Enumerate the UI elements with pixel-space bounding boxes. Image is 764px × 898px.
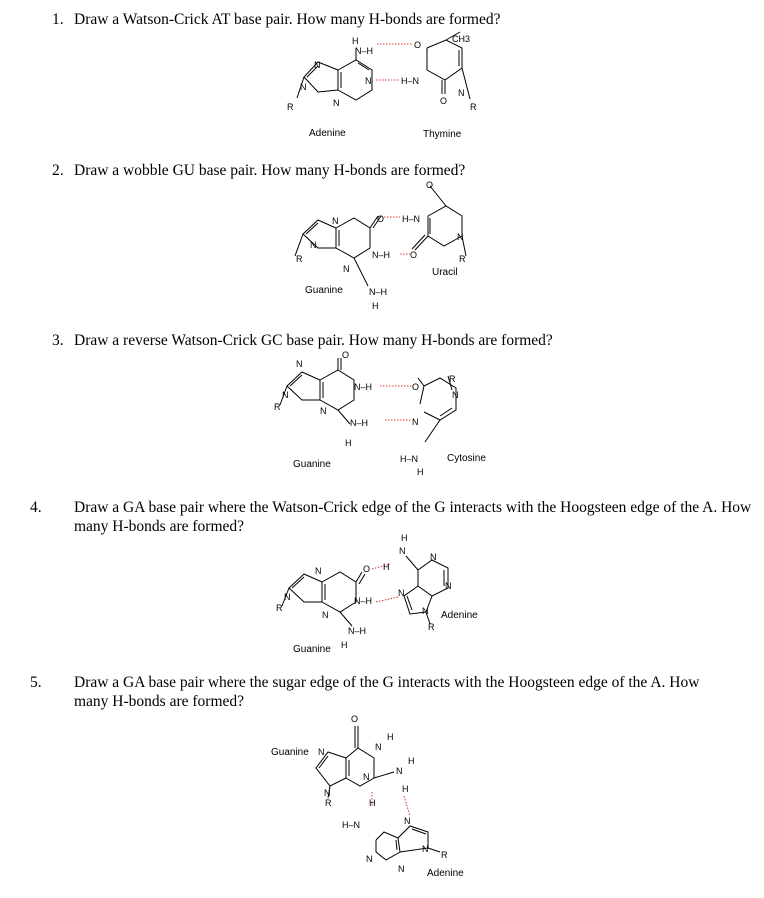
fig4-atom-h-bond: H (383, 562, 390, 572)
fig1-atom-r-right: R (470, 102, 477, 112)
fig3-atom-n3: N (320, 406, 327, 416)
fig2-atom-hn: H–N (402, 214, 421, 224)
fig5-atom-n1: N (375, 742, 382, 752)
fig4-atom-n9a: N (422, 606, 429, 616)
fig5-atom-n2: N (396, 766, 403, 776)
fig5-atom-n7a: N (404, 816, 411, 826)
fig4-atom-nh: N–H (354, 596, 373, 606)
fig4-atom-n6: N (399, 546, 406, 556)
fig5-atom-n7: N (318, 747, 325, 757)
fig5-adenine-label: Adenine (427, 868, 464, 879)
fig5-atom-n1a: N (366, 854, 373, 864)
fig4-atom-n3a: N (445, 581, 452, 591)
fig1-atom-hn: H–N (401, 76, 420, 86)
fig1-atom-h1: H (352, 36, 359, 46)
fig5-guanine-label: Guanine (271, 747, 309, 758)
fig5-atom-r: R (325, 798, 332, 808)
fig3-atom-nh: N–H (354, 382, 373, 392)
fig5-atom-h2: H (408, 756, 415, 766)
fig1-atom-n-right: N (458, 88, 465, 98)
fig4-atom-o6: O (363, 564, 371, 574)
fig2-atom-o2: O (410, 250, 418, 260)
fig4-adenine-label: Adenine (441, 610, 478, 621)
fig3-hbonds (380, 386, 412, 420)
fig5-atom-o6: O (351, 714, 359, 724)
fig1-adenine-label: Adenine (309, 128, 346, 139)
fig5-atom-h3: H (402, 784, 409, 794)
fig5-atom-n9: N (324, 788, 331, 798)
fig3-atom-h2: H (417, 467, 424, 477)
fig2-atom-h: H (372, 301, 379, 311)
fig2-guanine-label: Guanine (305, 285, 343, 296)
fig1-atom-n9: N (300, 82, 307, 92)
fig1-thymine-label: Thymine (423, 129, 462, 140)
fig3-atom-n7: N (296, 359, 303, 369)
fig3-atom-o6: O (342, 350, 350, 360)
fig3-guanine-structure (280, 358, 354, 424)
question-4: 4. Draw a GA base pair where the Watson-Crick edge of the G interacts with the Hoogsteen edge of the A. How many H-bonds are formed? (30, 499, 752, 535)
fig1-atom-n3: N (333, 98, 340, 108)
fig1-atom-n1: N (365, 76, 372, 86)
fig4-atom-h-top: H (401, 533, 408, 543)
question-5: 5. Draw a GA base pair where the sugar edge of the G interacts with the Hoogsteen edge of the A. How many H-bonds are formed? (30, 674, 700, 710)
fig3-atom-o2: O (412, 382, 420, 392)
fig2-atom-o4: O (426, 180, 434, 190)
fig1-methyl: CH3 (452, 34, 471, 44)
fig4-atom-n9: N (284, 592, 291, 602)
fig1-atom-n7: N (314, 60, 321, 70)
fig5-atom-n3: N (363, 772, 370, 782)
fig4-atom-n7a: N (398, 588, 405, 598)
fig4-atom-n1a: N (430, 552, 437, 562)
fig2-atom-n7: N (332, 216, 339, 226)
fig3-atom-h: H (345, 438, 352, 448)
fig5-adenine-structure (376, 826, 440, 860)
fig2-atom-n3: N (343, 264, 350, 274)
fig2-atom-r-right: R (459, 254, 466, 264)
fig2-atom-n-right: N (457, 232, 464, 242)
fig5-atom-h1: H (387, 732, 394, 742)
fig1-hbonds (376, 44, 412, 80)
fig3-cytosine-label: Cytosine (447, 453, 486, 464)
fig1-atom-r-left: R (287, 102, 294, 112)
fig4-atom-r-right: R (428, 622, 435, 632)
fig2-atom-n9: N (310, 240, 317, 250)
fig2-atom-nh: N–H (372, 250, 391, 260)
fig3-cytosine-structure (418, 376, 456, 442)
fig4-atom-n3: N (322, 610, 329, 620)
fig4-atom-n7: N (315, 566, 322, 576)
question-2: 2. Draw a wobble GU base pair. How many H-bonds are formed? (52, 162, 466, 179)
fig3-atom-n3c: N (412, 417, 419, 427)
fig4-atom-nh2: N–H (348, 626, 367, 636)
fig5-atom-r-a: R (441, 850, 448, 860)
question-3: 3. Draw a reverse Watson-Crick GC base pair. How many H-bonds are formed? (52, 332, 553, 349)
fig4-guanine-label: Guanine (293, 644, 331, 655)
fig2-atom-nh2: N–H (369, 287, 388, 297)
question-1: 1. Draw a Watson-Crick AT base pair. How many H-bonds are formed? (52, 11, 501, 28)
fig3-atom-hn: H–N (400, 454, 419, 464)
fig1-atom-o1: O (414, 40, 422, 50)
fig2-guanine-structure (295, 216, 381, 286)
fig4-atom-r-left: R (276, 603, 283, 613)
fig3-guanine-label: Guanine (293, 459, 331, 470)
fig4-atom-h: H (341, 640, 348, 650)
fig1-atom-nh: N–H (355, 46, 374, 56)
fig2-atom-r-left: R (296, 254, 303, 264)
fig2-atom-o6: O (377, 214, 385, 224)
fig3-atom-n1: N (452, 390, 459, 400)
fig3-atom-r-right: R (449, 374, 456, 384)
fig5-hbonds (372, 792, 410, 816)
fig3-atom-nh2: N–H (350, 418, 369, 428)
fig2-uracil-structure (412, 186, 466, 256)
fig5-atom-n3a: N (398, 864, 405, 874)
fig5-atom-h4: H (369, 798, 376, 808)
fig5-atom-n9a: N (422, 844, 429, 854)
fig3-atom-n9: N (282, 390, 289, 400)
fig2-uracil-label: Uracil (432, 267, 458, 278)
fig5-atom-hn: H–N (342, 820, 361, 830)
fig1-atom-o2: O (440, 96, 448, 106)
fig3-atom-r-left: R (274, 402, 281, 412)
